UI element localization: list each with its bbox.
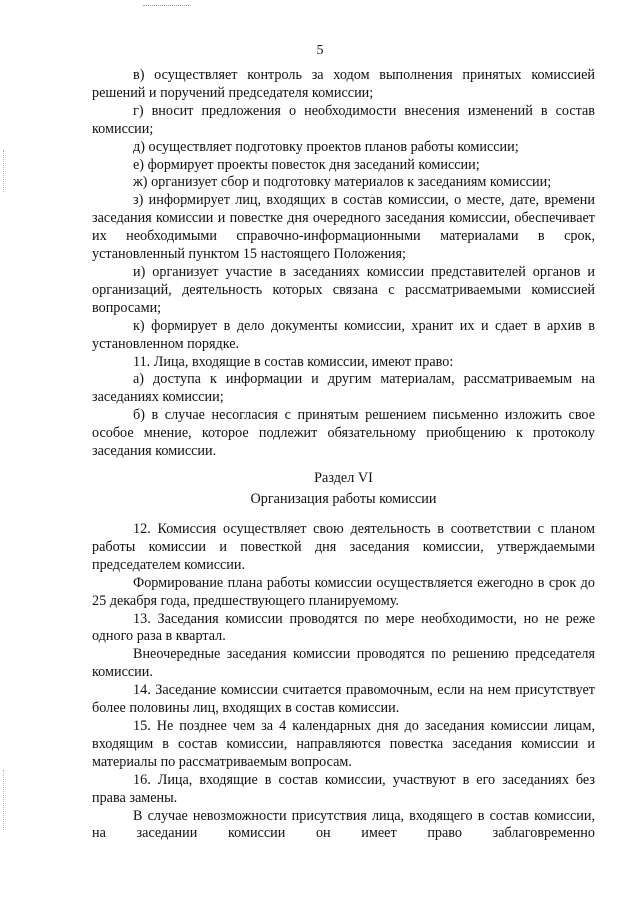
paragraph: 11. Лица, входящие в состав комиссии, имеют право: (133, 353, 454, 370)
paragraph: 12. Комиссия осуществляет свою деятельность в соответствии с планом работы комиссии и повесткой дня заседания комиссии, утверждаемыми председателем комиссии. (92, 521, 595, 573)
section-heading (92, 469, 595, 508)
paragraph: Формирование плана работы комиссии осуществляется ежегодно в срок до 25 декабря года, предшествующего планируемому. (92, 574, 595, 609)
paragraph: к) формирует в дело документы комиссии, хранит их и сдает в архив в установленном порядке. (92, 317, 595, 352)
paragraph: б) в случае несогласия с принятым решением письменно изложить свое особое мнение, которое подлежит обязательному приобщению к протоколу заседания комиссии. (92, 407, 595, 460)
scan-artifact-left-edge-lower (3, 770, 4, 830)
section-title: Организация работы комиссии (250, 491, 437, 507)
paragraph: В случае невозможности присутствия лица, входящего в состав комиссии, на заседании комиссии он имеет право заблаговременно (92, 807, 595, 842)
paragraph: 16. Лица, входящие в состав комиссии, участвуют в его заседаниях без права замены. (92, 771, 595, 806)
paragraph: в) осуществляет контроль за ходом выполнения принятых комиссией решений и поручений председателя комиссии; (92, 67, 595, 101)
text-block-bottom (92, 521, 595, 843)
paragraph: Внеочередные заседания комиссии проводятся по решению председателя комиссии. (92, 646, 595, 681)
paragraph: а) доступа к информации и другим материалам, рассматриваемым на заседаниях комиссии; (92, 371, 595, 406)
scan-artifact-left-edge (3, 150, 4, 192)
paragraph: и) организует участие в заседаниях комиссии представителей органов и организаций, деятельность которых связана с рассматриваемыми комиссией вопросами; (92, 263, 595, 316)
paragraph: 14. Заседание комиссии считается правомочным, если на нем присутствует более половины лиц, входящих в состав комиссии. (92, 682, 595, 717)
paragraph: 15. Не позднее чем за 4 календарных дня до заседания комиссии лицам, входящим в состав комиссии, направляются повестка заседания комиссии и материалы по рассматриваемым вопросам. (92, 717, 595, 770)
page-number: 5 (316, 43, 324, 58)
paragraph: з) информирует лиц, входящих в состав комиссии, о месте, дате, времени заседания комиссии и повестке дня очередного заседания комиссии, обеспечивает их необходимыми справочно-информационными материалами в срок, установленный пунктом 15 настоящего Положения; (92, 192, 595, 263)
paragraph: д) осуществляет подготовку проектов планов работы комиссии; (133, 138, 519, 155)
section-number: Раздел VI (314, 470, 373, 486)
text-block-top (92, 67, 595, 461)
paragraph: е) формирует проекты повесток дня заседаний комиссии; (133, 156, 480, 173)
paragraph: г) вносит предложения о необходимости внесения изменений в состав комиссии; (92, 102, 595, 137)
paragraph: ж) организует сбор и подготовку материалов к заседаниям комиссии; (133, 174, 552, 191)
paragraph: 13. Заседания комиссии проводятся по мере необходимости, но не реже одного раза в квартал. (92, 610, 595, 645)
scan-artifact-top (143, 5, 189, 6)
